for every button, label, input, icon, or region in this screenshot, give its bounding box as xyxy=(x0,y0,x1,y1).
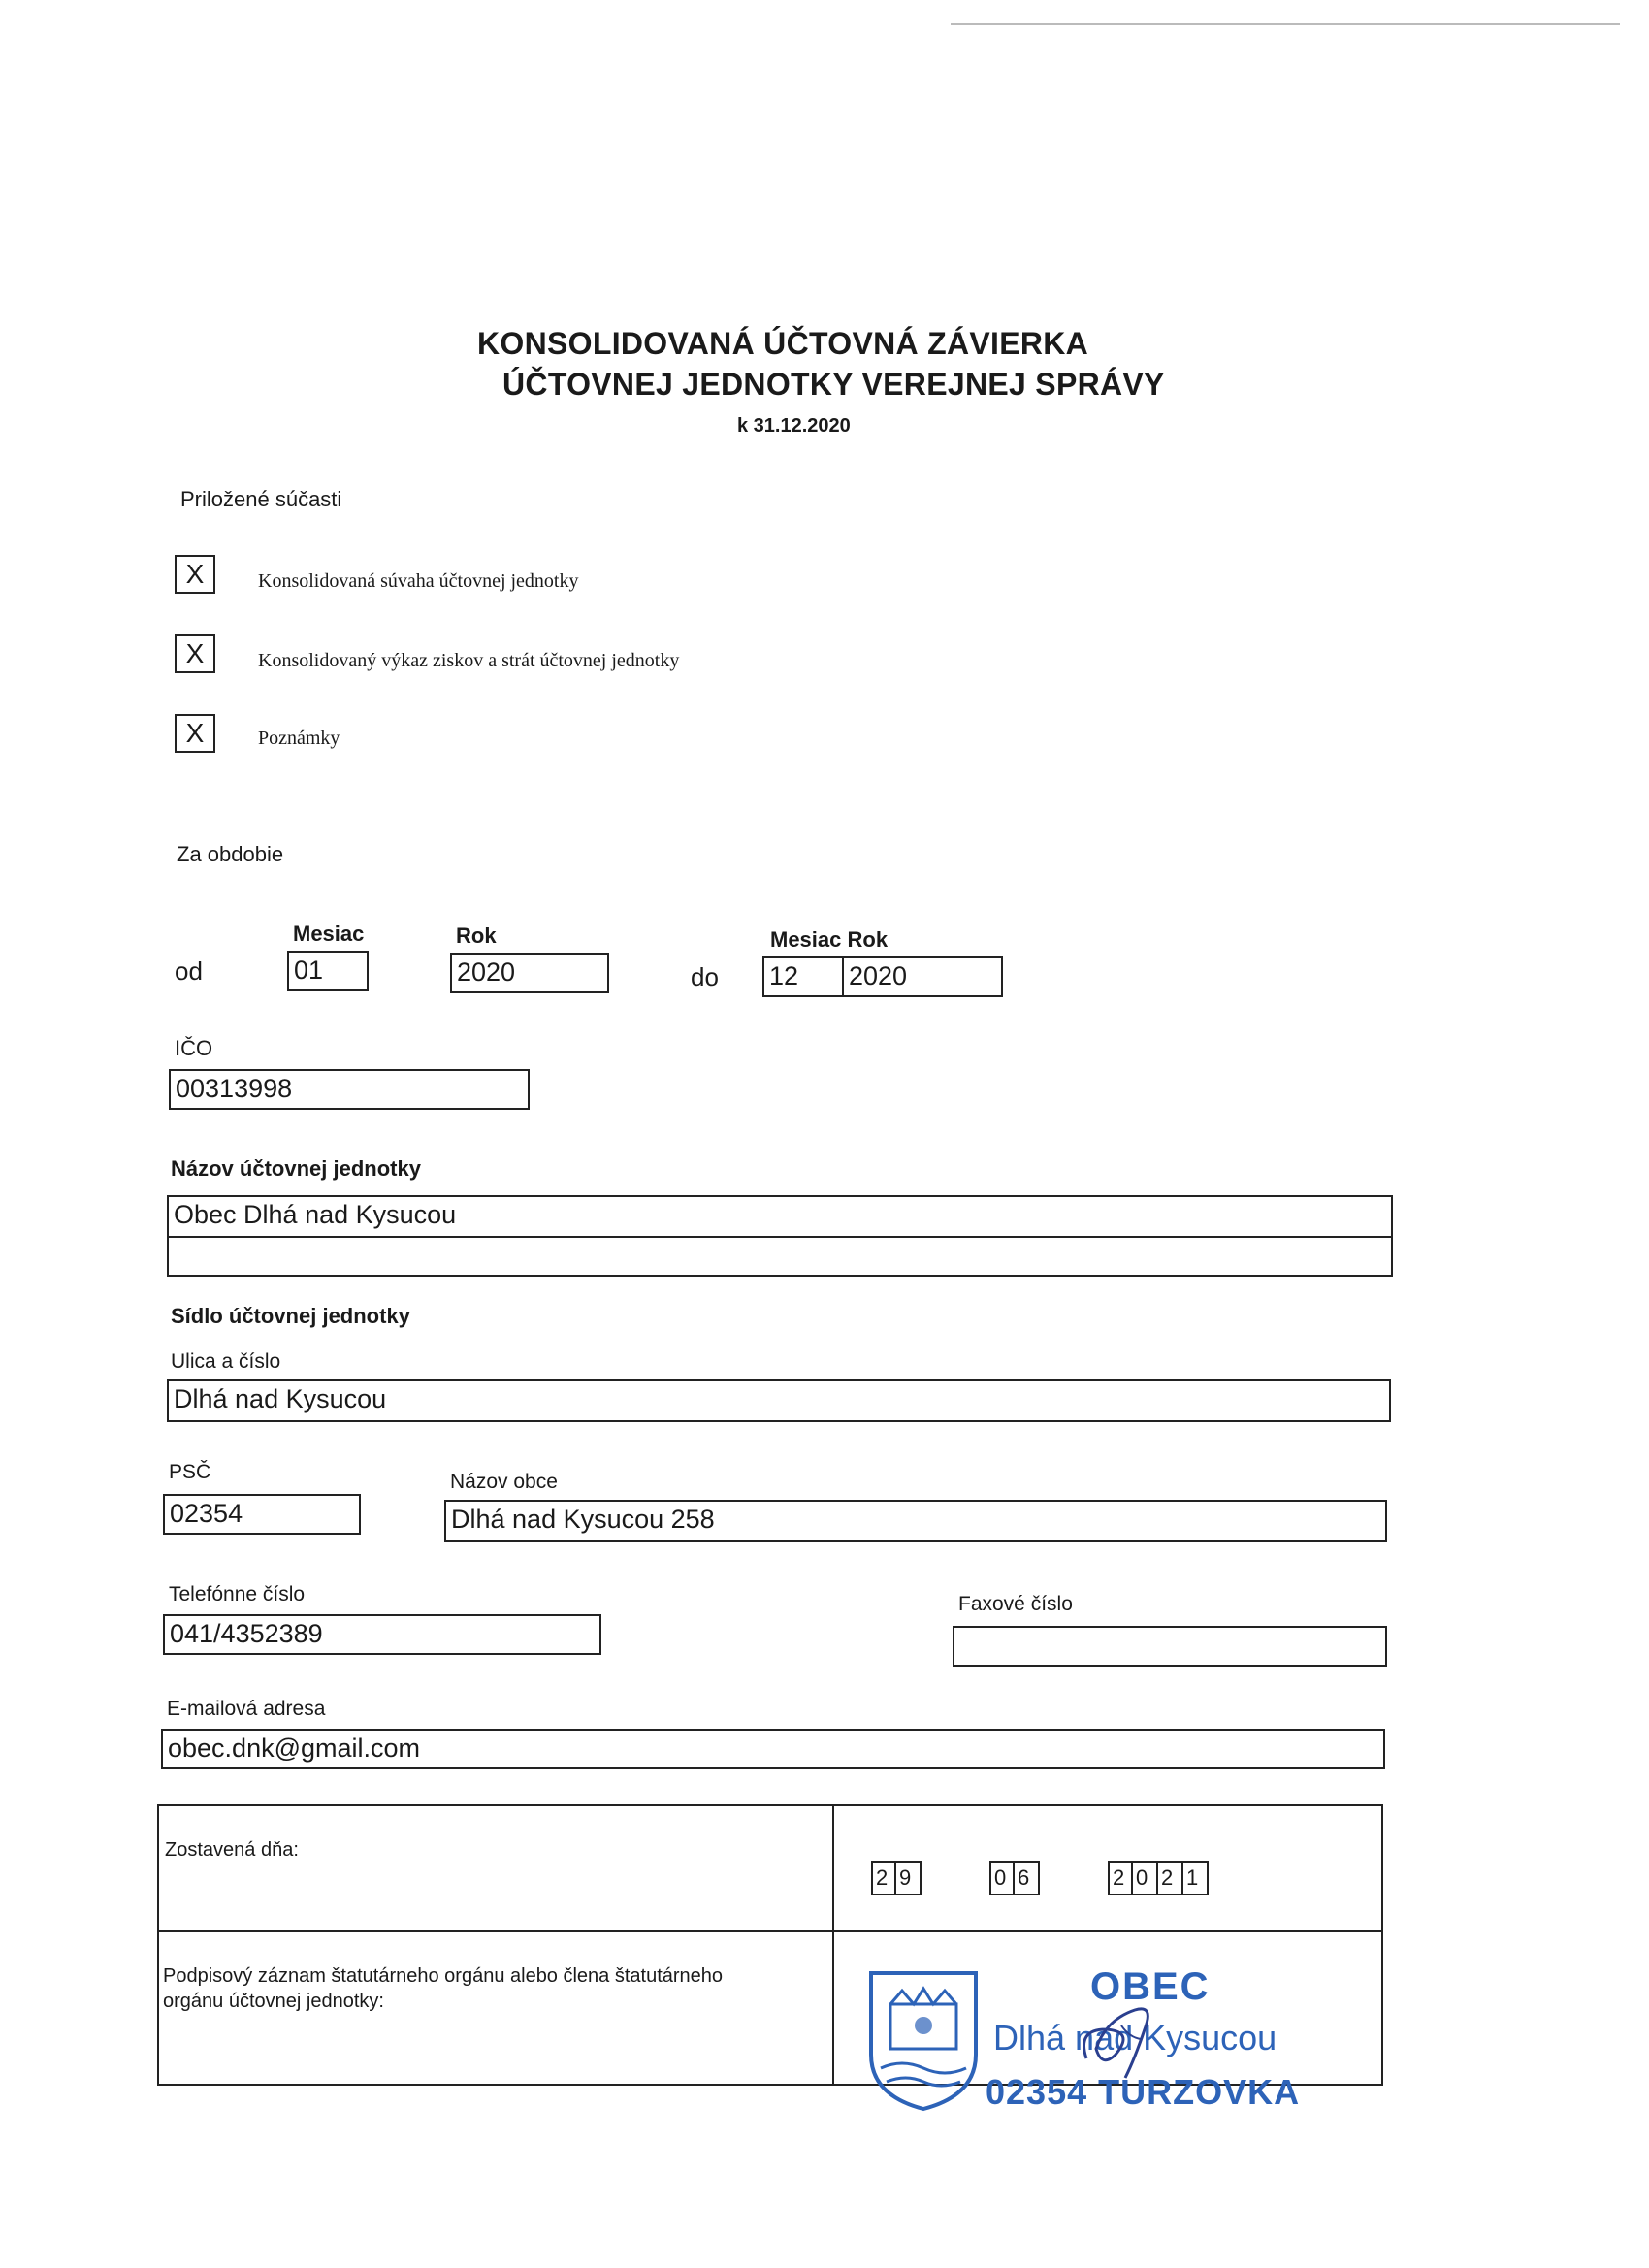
year-digit-1: 2 xyxy=(1108,1861,1133,1895)
compiled-year-field[interactable] xyxy=(1108,1861,1209,1895)
year-digit-4: 1 xyxy=(1183,1861,1209,1895)
fax-field[interactable] xyxy=(953,1626,1387,1667)
stamp-text-line-3: 02354 TURZOVKA xyxy=(986,2072,1301,2112)
seat-label: Sídlo účtovnej jednotky xyxy=(171,1304,410,1328)
period-heading: Za obdobie xyxy=(177,842,284,866)
attachment-checkbox-2[interactable]: X xyxy=(175,634,215,673)
psc-field[interactable]: 02354 xyxy=(163,1494,361,1535)
entity-name-field-line-1[interactable]: Obec Dlhá nad Kysucou xyxy=(167,1195,1393,1238)
from-month-label: Mesiac xyxy=(293,922,365,946)
table-horizontal-divider xyxy=(159,1930,1381,1932)
attachment-label-3: Poznámky xyxy=(258,728,340,749)
date-line: k 31.12.2020 xyxy=(737,415,851,437)
year-digit-3: 2 xyxy=(1158,1861,1183,1895)
year-digit-2: 0 xyxy=(1133,1861,1158,1895)
stamp-text-line-2: Dlhá nad Kysucou xyxy=(993,2018,1277,2057)
compiled-day-field[interactable] xyxy=(871,1861,922,1895)
phone-field[interactable]: 041/4352389 xyxy=(163,1614,601,1655)
handwritten-signature xyxy=(1067,1991,1174,2088)
email-label: E-mailová adresa xyxy=(167,1698,326,1720)
scan-edge-line xyxy=(951,23,1620,25)
attachment-checkbox-1[interactable]: X xyxy=(175,555,215,594)
to-month-year-label: Mesiac Rok xyxy=(770,927,889,952)
attachment-checkbox-3[interactable]: X xyxy=(175,714,215,753)
ico-field[interactable]: 00313998 xyxy=(169,1069,530,1110)
to-month-field[interactable]: 12 xyxy=(762,956,844,997)
street-field[interactable]: Dlhá nad Kysucou xyxy=(167,1379,1391,1422)
to-year-field[interactable]: 2020 xyxy=(842,956,1003,997)
stamp-text-line-1: OBEC xyxy=(1090,1965,1211,2008)
town-label: Názov obce xyxy=(450,1471,558,1493)
coat-of-arms-icon xyxy=(863,1967,984,2113)
fax-label: Faxové číslo xyxy=(958,1593,1073,1615)
from-year-field[interactable]: 2020 xyxy=(450,953,609,993)
attachments-heading: Priložené súčasti xyxy=(180,487,342,511)
month-digit-1: 0 xyxy=(989,1861,1015,1895)
day-digit-2: 9 xyxy=(896,1861,922,1895)
from-month-field[interactable]: 01 xyxy=(287,951,369,991)
phone-label: Telefónne číslo xyxy=(169,1583,306,1605)
title-line-1: KONSOLIDOVANÁ ÚČTOVNÁ ZÁVIERKA xyxy=(477,326,1089,361)
entity-name-label: Názov účtovnej jednotky xyxy=(171,1156,421,1181)
table-vertical-divider xyxy=(832,1806,834,2084)
compiled-month-field[interactable] xyxy=(989,1861,1040,1895)
from-label: od xyxy=(175,956,203,986)
day-digit-1: 2 xyxy=(871,1861,896,1895)
entity-name-field-line-2[interactable] xyxy=(167,1236,1393,1277)
signature-label-line-2: orgánu účtovnej jednotky: xyxy=(163,1991,384,2012)
to-label: do xyxy=(691,962,719,991)
email-field[interactable]: obec.dnk@gmail.com xyxy=(161,1729,1385,1769)
psc-label: PSČ xyxy=(169,1461,211,1483)
ico-label: IČO xyxy=(175,1036,213,1060)
attachment-label-2: Konsolidovaný výkaz ziskov a strát účtovnej jednotky xyxy=(258,650,680,671)
attachment-label-1: Konsolidovaná súvaha účtovnej jednotky xyxy=(258,570,579,592)
street-label: Ulica a číslo xyxy=(171,1350,281,1373)
signature-label-line-1: Podpisový záznam štatutárneho orgánu alebo člena štatutárneho xyxy=(163,1965,724,1987)
town-field[interactable]: Dlhá nad Kysucou 258 xyxy=(444,1500,1387,1542)
from-year-label: Rok xyxy=(456,923,497,948)
month-digit-2: 6 xyxy=(1015,1861,1040,1895)
compiled-label: Zostavená dňa: xyxy=(165,1839,299,1861)
title-line-2: ÚČTOVNEJ JEDNOTKY VEREJNEJ SPRÁVY xyxy=(502,367,1165,402)
